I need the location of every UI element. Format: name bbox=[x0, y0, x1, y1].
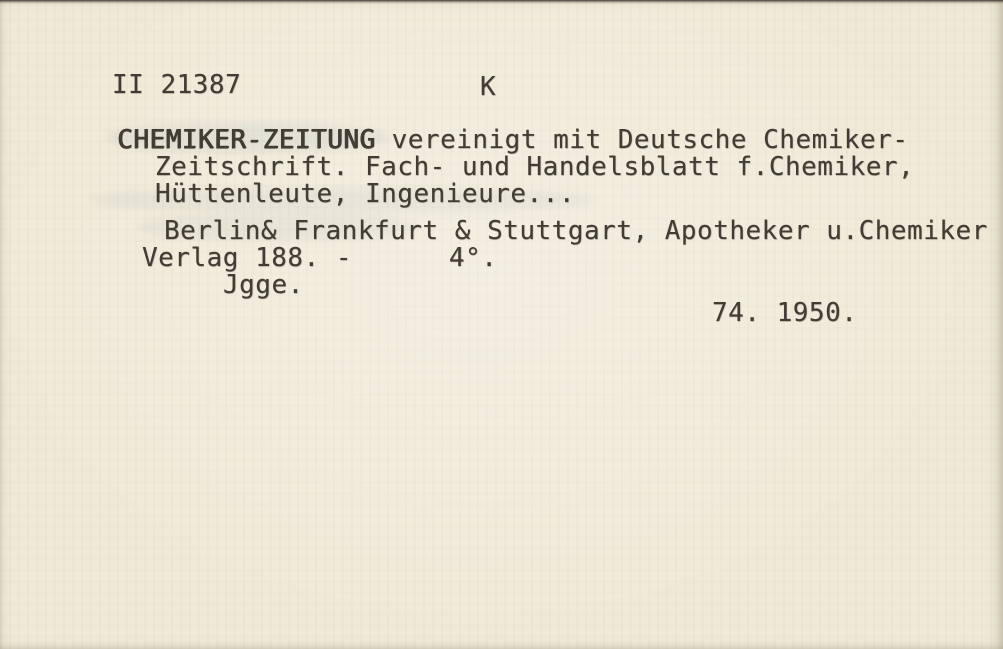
title-line-1-rest: vereinigt mit Deutsche Chemiker- bbox=[375, 125, 909, 155]
imprint-line-1: Berlin& Frankfurt & Stuttgart, Apotheker u.Chemiker bbox=[164, 216, 988, 246]
title-line-1 bbox=[117, 126, 909, 154]
title-line-2: Zeitschrift. Fach- und Handelsblatt f.Chemiker, bbox=[155, 152, 915, 182]
imprint-line-2: Verlag 188. - 4°. bbox=[142, 243, 498, 273]
section-letter: K bbox=[480, 72, 497, 102]
imprint-line-3: Jgge. bbox=[223, 270, 304, 300]
shelfmark: II 21387 bbox=[112, 70, 242, 100]
scan-top-edge bbox=[0, 0, 1003, 4]
holdings-statement: 74. 1950. bbox=[712, 298, 858, 328]
serial-title: CHEMIKER-ZEITUNG bbox=[117, 125, 376, 155]
title-line-3: Hüttenleute, Ingenieure... bbox=[155, 179, 575, 209]
